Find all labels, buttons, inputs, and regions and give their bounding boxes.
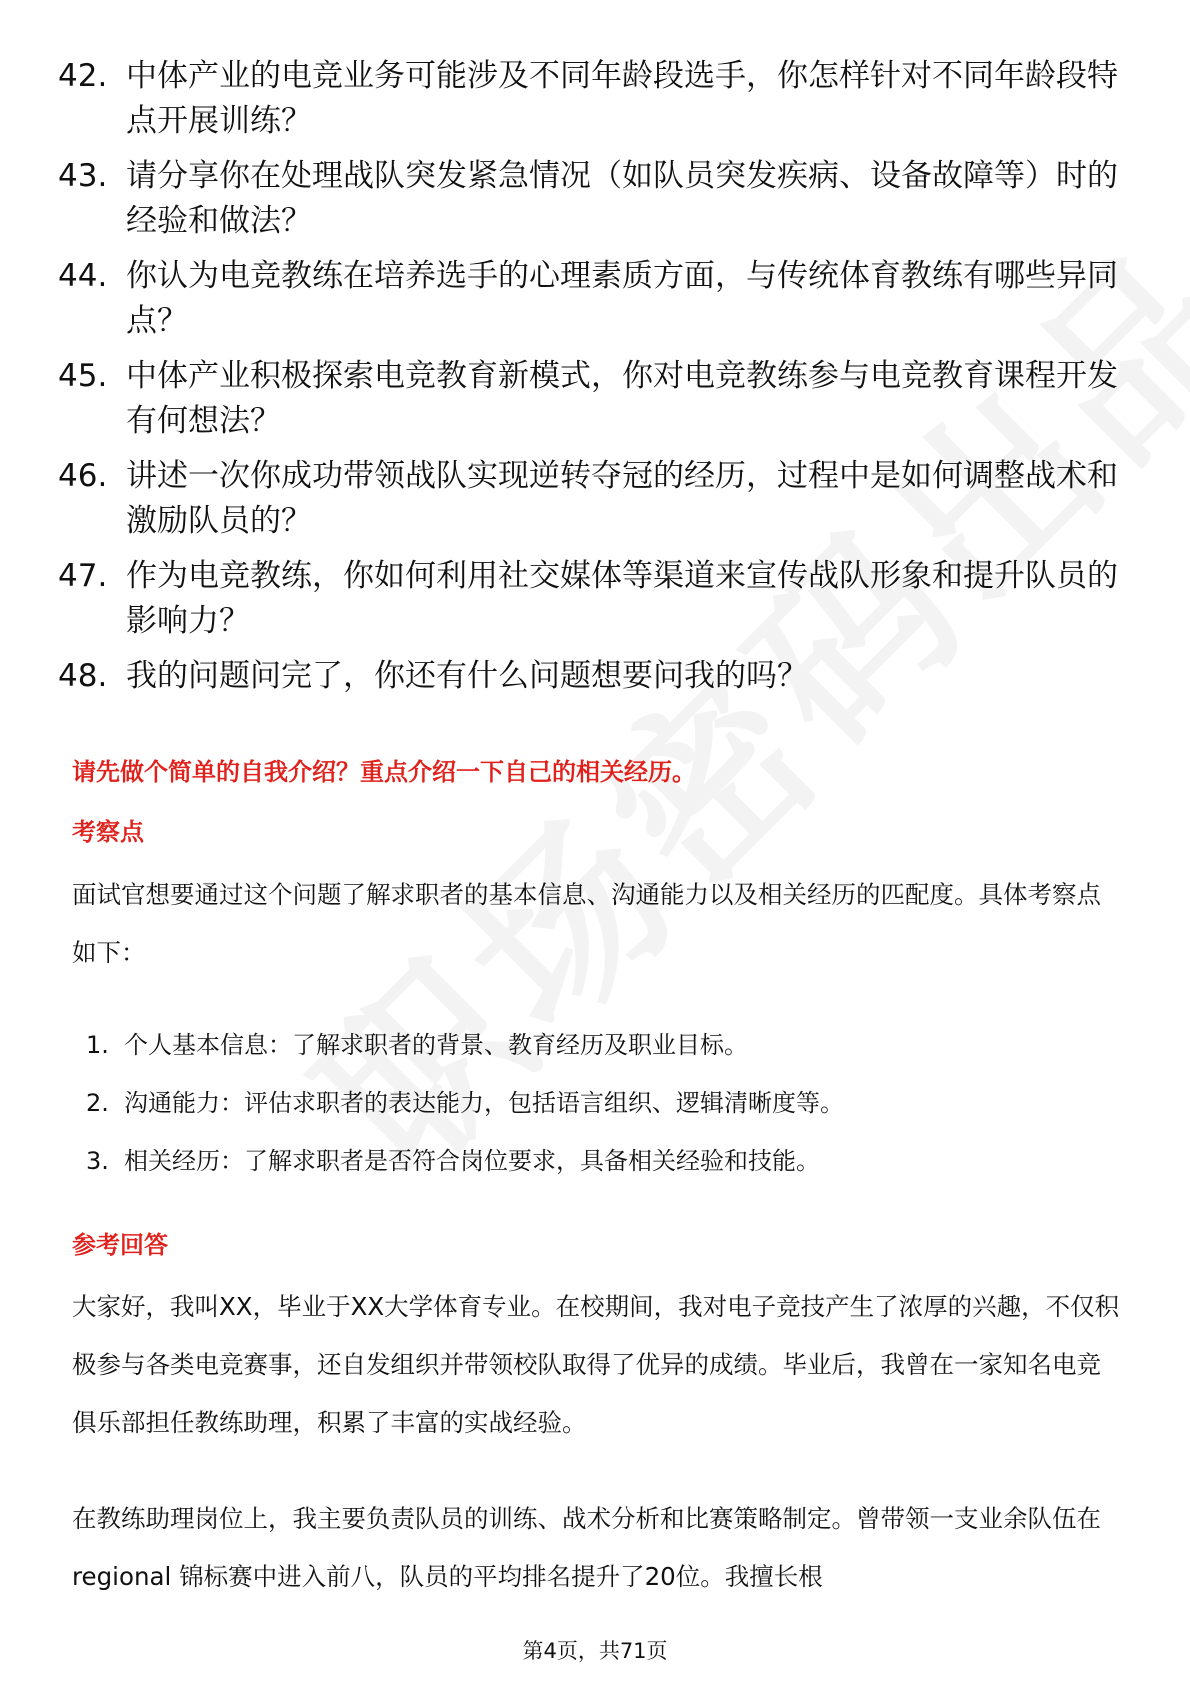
question-item <box>58 154 1138 244</box>
question-number: 42. <box>58 58 108 94</box>
point-item <box>86 1016 844 1074</box>
point-number: 3. <box>86 1147 109 1175</box>
question-item <box>58 454 1138 544</box>
question-list <box>58 54 1138 709</box>
question-number: 44. <box>58 258 108 294</box>
point-item <box>86 1132 844 1190</box>
question-item <box>58 554 1138 644</box>
intro-question-heading: 请先做个简单的自我介绍？重点介绍一下自己的相关经历。 <box>72 758 696 786</box>
question-item <box>58 254 1138 344</box>
question-item <box>58 54 1138 144</box>
answer-paragraph: 在教练助理岗位上，我主要负责队员的训练、战术分析和比赛策略制定。曾带领一支业余队伍在 regional 锦标赛中进入前八，队员的平均排名提升了20位。我擅长根 <box>72 1504 1101 1591</box>
point-item <box>86 1074 844 1132</box>
question-item <box>58 354 1138 444</box>
page-footer: 第4页，共71页 <box>522 1639 668 1663</box>
section-title-points: 考察点 <box>72 818 144 846</box>
answer-paragraph: 大家好，我叫XX，毕业于XX大学体育专业。在校期间，我对电子竞技产生了浓厚的兴趣，不仅积极参与各类电竞赛事，还自发组织并带领校队取得了优异的成绩。毕业后，我曾在一家知名电竞俱乐部担任教练助理，积累了丰富的实战经验。 <box>72 1292 1120 1437</box>
point-number: 1. <box>86 1031 109 1059</box>
question-text: 我的问题问完了，你还有什么问题想要问我的吗？ <box>126 658 808 694</box>
section-title-answer: 参考回答 <box>72 1231 168 1259</box>
point-text: 沟通能力：评估求职者的表达能力，包括语言组织、逻辑清晰度等。 <box>124 1089 844 1117</box>
question-text: 中体产业积极探索电竞教育新模式，你对电竞教练参与电竞教育课程开发有何想法？ <box>126 358 1118 439</box>
points-list <box>86 1016 844 1190</box>
question-text: 中体产业的电竞业务可能涉及不同年龄段选手，你怎样针对不同年龄段特点开展训练？ <box>126 58 1118 139</box>
question-number: 43. <box>58 158 108 194</box>
point-text: 个人基本信息：了解求职者的背景、教育经历及职业目标。 <box>124 1031 748 1059</box>
question-number: 48. <box>58 658 108 694</box>
question-number: 45. <box>58 358 108 394</box>
question-number: 47. <box>58 558 108 594</box>
question-text: 你认为电竞教练在培养选手的心理素质方面，与传统体育教练有哪些异同点？ <box>126 258 1118 339</box>
question-item <box>58 654 1138 699</box>
question-number: 46. <box>58 458 108 494</box>
question-text: 讲述一次你成功带领战队实现逆转夺冠的经历，过程中是如何调整战术和激励队员的？ <box>126 458 1118 539</box>
question-text: 请分享你在处理战队突发紧急情况（如队员突发疾病、设备故障等）时的经验和做法？ <box>126 158 1118 239</box>
points-intro-paragraph: 面试官想要通过这个问题了解求职者的基本信息、沟通能力以及相关经历的匹配度。具体考察点如下： <box>72 880 1101 967</box>
question-text: 作为电竞教练，你如何利用社交媒体等渠道来宣传战队形象和提升队员的影响力？ <box>126 558 1118 639</box>
point-text: 相关经历：了解求职者是否符合岗位要求，具备相关经验和技能。 <box>124 1147 820 1175</box>
point-number: 2. <box>86 1089 109 1117</box>
